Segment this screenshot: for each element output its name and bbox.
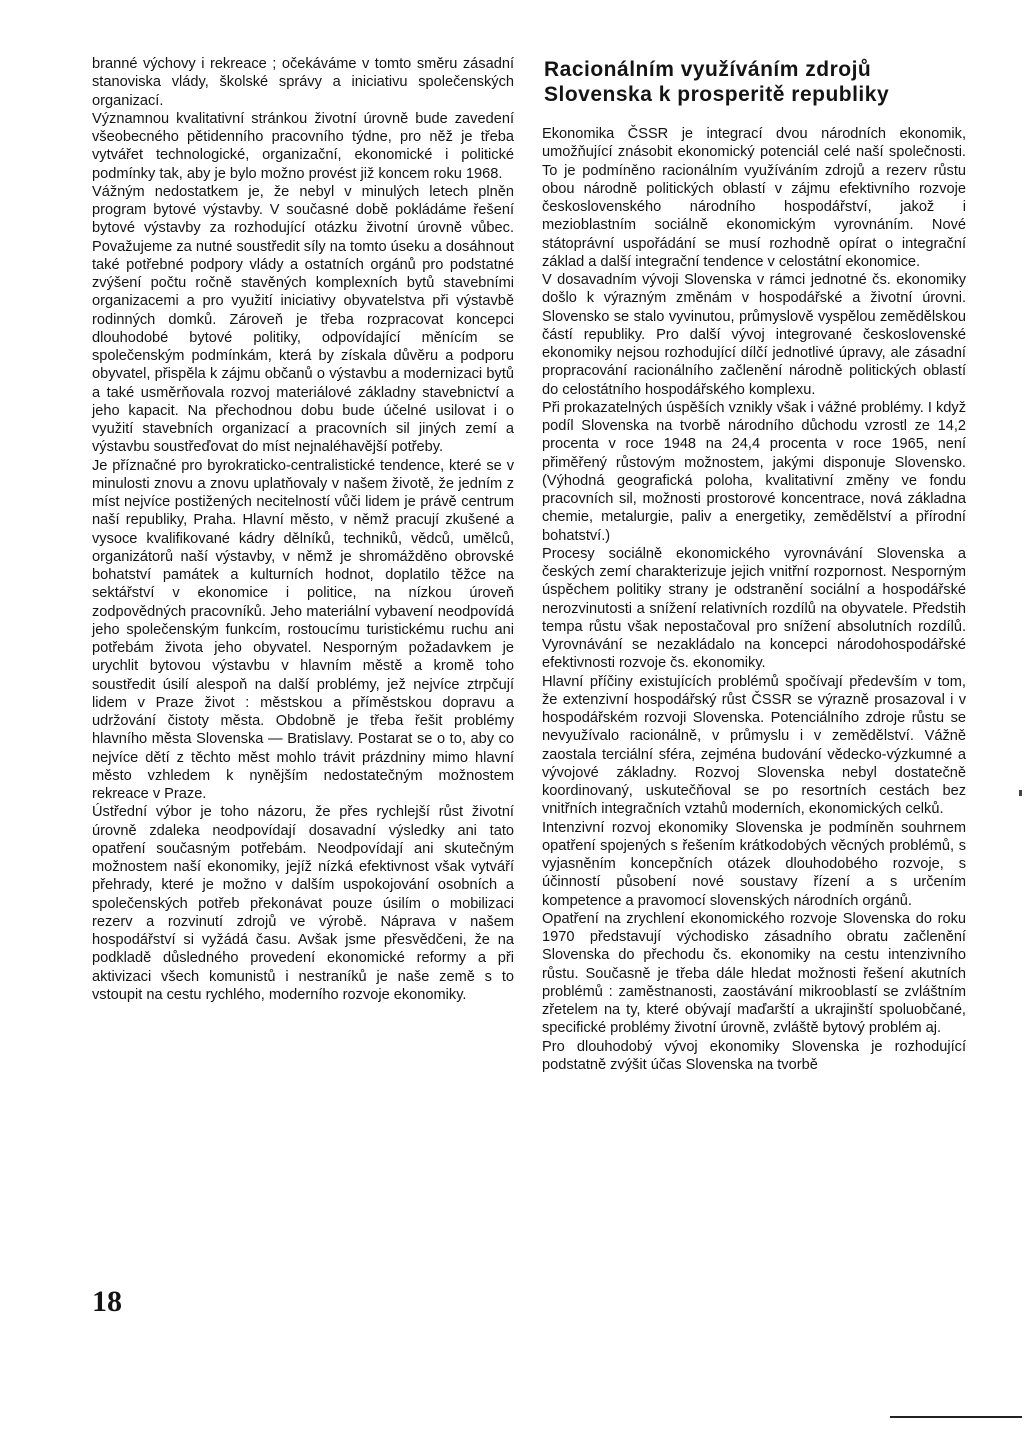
paragraph: branné výchovy i rekreace ; očekáváme v tomto směru zásadní stanoviska vlády, školské správy a iniciativu společenských organizací. <box>92 56 514 109</box>
scan-speck <box>1019 790 1022 796</box>
article-title-line: Slovenska k prosperitě republiky <box>544 83 890 106</box>
paragraph: Ústřední výbor je toho názoru, že přes rychlejší růst životní úrovně zdaleka neodpovídají dosavadní výsledky ani tato opatření současným potřebám. Neodpovídají ani skutečným možnostem naší ekonomiky, jejíž nízká efektivnost však vytváří přehrady, které je možno v dalším uspokojování osobních a společenských potřeb překonávat pouze úsilím o mobilizaci rezerv a rozvinutí zdrojů ve výrobě. Náprava v našem hospodářství si vyžádá času. Avšak jsme přesvědčeni, že na podkladě důsledného provedení ekonomické reformy a při aktivizaci všech komunistů i nestraníků je naše země s to vstoupit na cestu rychlého, moderního rozvoje ekonomiky. <box>92 804 514 1003</box>
paragraph: Opatření na zrychlení ekonomického rozvoje Slovenska do roku 1970 představují východisko zásadního obratu začlenění Slovenska do přechodu čs. ekonomiky na cestu intenzivního růstu. Současně je třeba dále hledat možnosti řešení akutních problémů : zaměstnanosti, zaostávání mikrooblastí se zvláštním zřetelem na ty, které obývají maďarští a ukrajinští spoluobčané, specifické problémy životní úrovně, zvláště bytový problém aj. <box>542 910 966 1037</box>
paragraph: V dosavadním vývoji Slovenska v rámci jednotné čs. ekonomiky došlo k výrazným změnám v hospodářské a životní úrovni. Slovensko se stalo vyvinutou, průmyslově vyspělou zemědělskou částí republiky. Pro další vývoj integrované československé ekonomiky nejsou rozhodující dílčí jednotlivé úpravy, ale zásadní propracování racionálního začlenění národně politických oblastí do celostátního hospodářského komplexu. <box>542 272 966 398</box>
scan-edge-line <box>890 1416 1022 1418</box>
paragraph: Je příznačné pro byrokraticko-centralistické tendence, které se v minulosti znovu a znovu uplatňovaly v našem životě, že jedním z míst nejvíce postižených necitelností vůči lidem je právě centrum naší republiky, Praha. Hlavní město, v němž pracují zkušené a vysoce kvalifikované kádry dělníků, techniků, vědců, umělců, organizátorů naší výstavby, v němž je shromážděno obrovské bohatství památek a kulturních hodnot, doplatilo těžce na sektářství v ekonomice i politice, na nízkou úroveň zodpovědných pracovníků. Jeho materiální vybavení neodpovídá jeho společenským funkcím, rostoucímu turistickému ruchu ani potřebám života jeho obyvatel. Nesporným požadavkem je urychlit bytovou výstavbu v hlavním městě a kromě toho soustředit úsilí alespoň na další problémy, jež nejvíce ztrpčují lidem v Praze život : městskou a příměstskou dopravu a udržování čistoty města. Obdobně je třeba řešit problémy hlavního města Slovenska — Bratislavy. Postarat se o to, aby co nejvíce dětí z těchto měst mohlo trávit prázdniny mimo hlavní město vzhledem k nynějším nedostatečným možnostem rekreace v Praze. <box>92 457 514 802</box>
paragraph: Ekonomika ČSSR je integrací dvou národních ekonomik, umožňující znásobit ekonomický potenciál celé naší společnosti. To je podmíněno racionálním využíváním zdrojů a rezerv růstu obou národně politických oblastí v zájmu efektivního rozvoje československého národního hospodářství, jakož i mezioblastním sociálně ekonomickým vyrovnáním. Nové státoprávní uspořádání se musí rozhodně opírat o integrační základ a další integrační tendence v celostátní ekonomice. <box>542 126 966 270</box>
article-title-line: Racionálním využíváním zdrojů <box>544 58 872 81</box>
paragraph: Pro dlouhodobý vývoj ekonomiky Slovenska je rozhodující podstatně zvýšit účas Slovenska na tvorbě <box>542 1038 966 1073</box>
left-column <box>92 55 514 1004</box>
right-column <box>542 55 966 1074</box>
paragraph: Procesy sociálně ekonomického vyrovnávání Slovenska a českých zemí charakterizuje jejich vnitřní rozpornost. Nesporným úspěchem politiky strany je odstranění sociální a hospodářské nerozvinutosti a snížení relativních rozdílů na obyvatele. Předstih tempa růstu však nepostačoval pro snížení absolutních rozdílů. Vyrovnávání se nezakládalo na koncepci národohospodářské efektivnosti rozvoje čs. ekonomiky. <box>542 545 966 672</box>
page-number: 18 <box>92 1285 122 1318</box>
paragraph: Intenzivní rozvoj ekonomiky Slovenska je podmíněn souhrnem opatření spojených s řešením krátkodobých věcných problémů, s vyjasněním koncepčních otázek dlouhodobého rozvoje, s účinností působení nové soustavy řízení a s určením kompetence a pravomocí slovenských národních orgánů. <box>542 819 966 909</box>
paragraph: Významnou kvalitativní stránkou životní úrovně bude zavedení všeobecného pětidenního pracovního týdne, pro něž je třeba vytvářet technologické, organizační, ekonomické i politické podmínky tak, aby je bylo možno provést již koncem roku 1968. <box>92 110 514 182</box>
paragraph: Hlavní příčiny existujících problémů spočívají především v tom, že extenzivní hospodářský růst ČSSR se výrazně prosazoval i v hospodářském rozvoji Slovenska. Potenciálního zdroje růstu se nevyužívalo racionálně, v průmyslu i v zemědělství. Vážně zaostala terciální sféra, zejména budování vědecko-výzkumné a vývojové základny. Rozvoj Slovenska nebyl dostatečně koordinovaný, uskutečňoval se po resortních cestách bez vnitřních integračních vztahů moderních, ekonomických celků. <box>542 673 966 818</box>
title-spacer <box>542 107 966 125</box>
paragraph: Vážným nedostatkem je, že nebyl v minulých letech plněn program bytové výstavby. V současné době pokládáme řešení bytové výstavby za rozhodující otázku životní úrovně vůbec. Považujeme za nutné soustředit síly na tomto úseku a dosáhnout také potřebné podpory vlády a ostatních orgánů pro podstatné zvýšení počtu ročně stavěných komplexních bytů stavebními organizacemi a pro využití iniciativy obyvatelstva při výstavbě rodinných domků. Zároveň je třeba rozpracovat koncepci dlouhodobé bytové politiky, odpovídající měnícím se společenským podmínkám, která by získala důvěru a podporu obyvatel, přispěla k zájmu občanů o výstavbu a modernizaci bytů a také usměrňovala rozvoj materiálové základny stavebnictví a jeho kapacit. Na přechodnou dobu bude účelné usilovat i o využití stavebních organizací a pracovních sil jiných zemí a výstavbu soustřeďovat do míst nejnaléhavější potřeby. <box>92 183 514 456</box>
article-title <box>544 57 966 107</box>
paragraph: Při prokazatelných úspěších vznikly však i vážné problémy. I když podíl Slovenska na tvorbě národního důchodu vzrostl ze 14,2 procenta v roce 1948 na 24,4 procenta v roce 1965, není přiměřený růstovým možnostem, jakými disponuje Slovensko. (Výhodná geografická poloha, kvalitativní změny ve fondu pracovních sil, možnosti prostorové koncentrace, nová základna chemie, metalurgie, paliv a energetiky, zemědělství a přírodní bohatství.) <box>542 399 966 544</box>
